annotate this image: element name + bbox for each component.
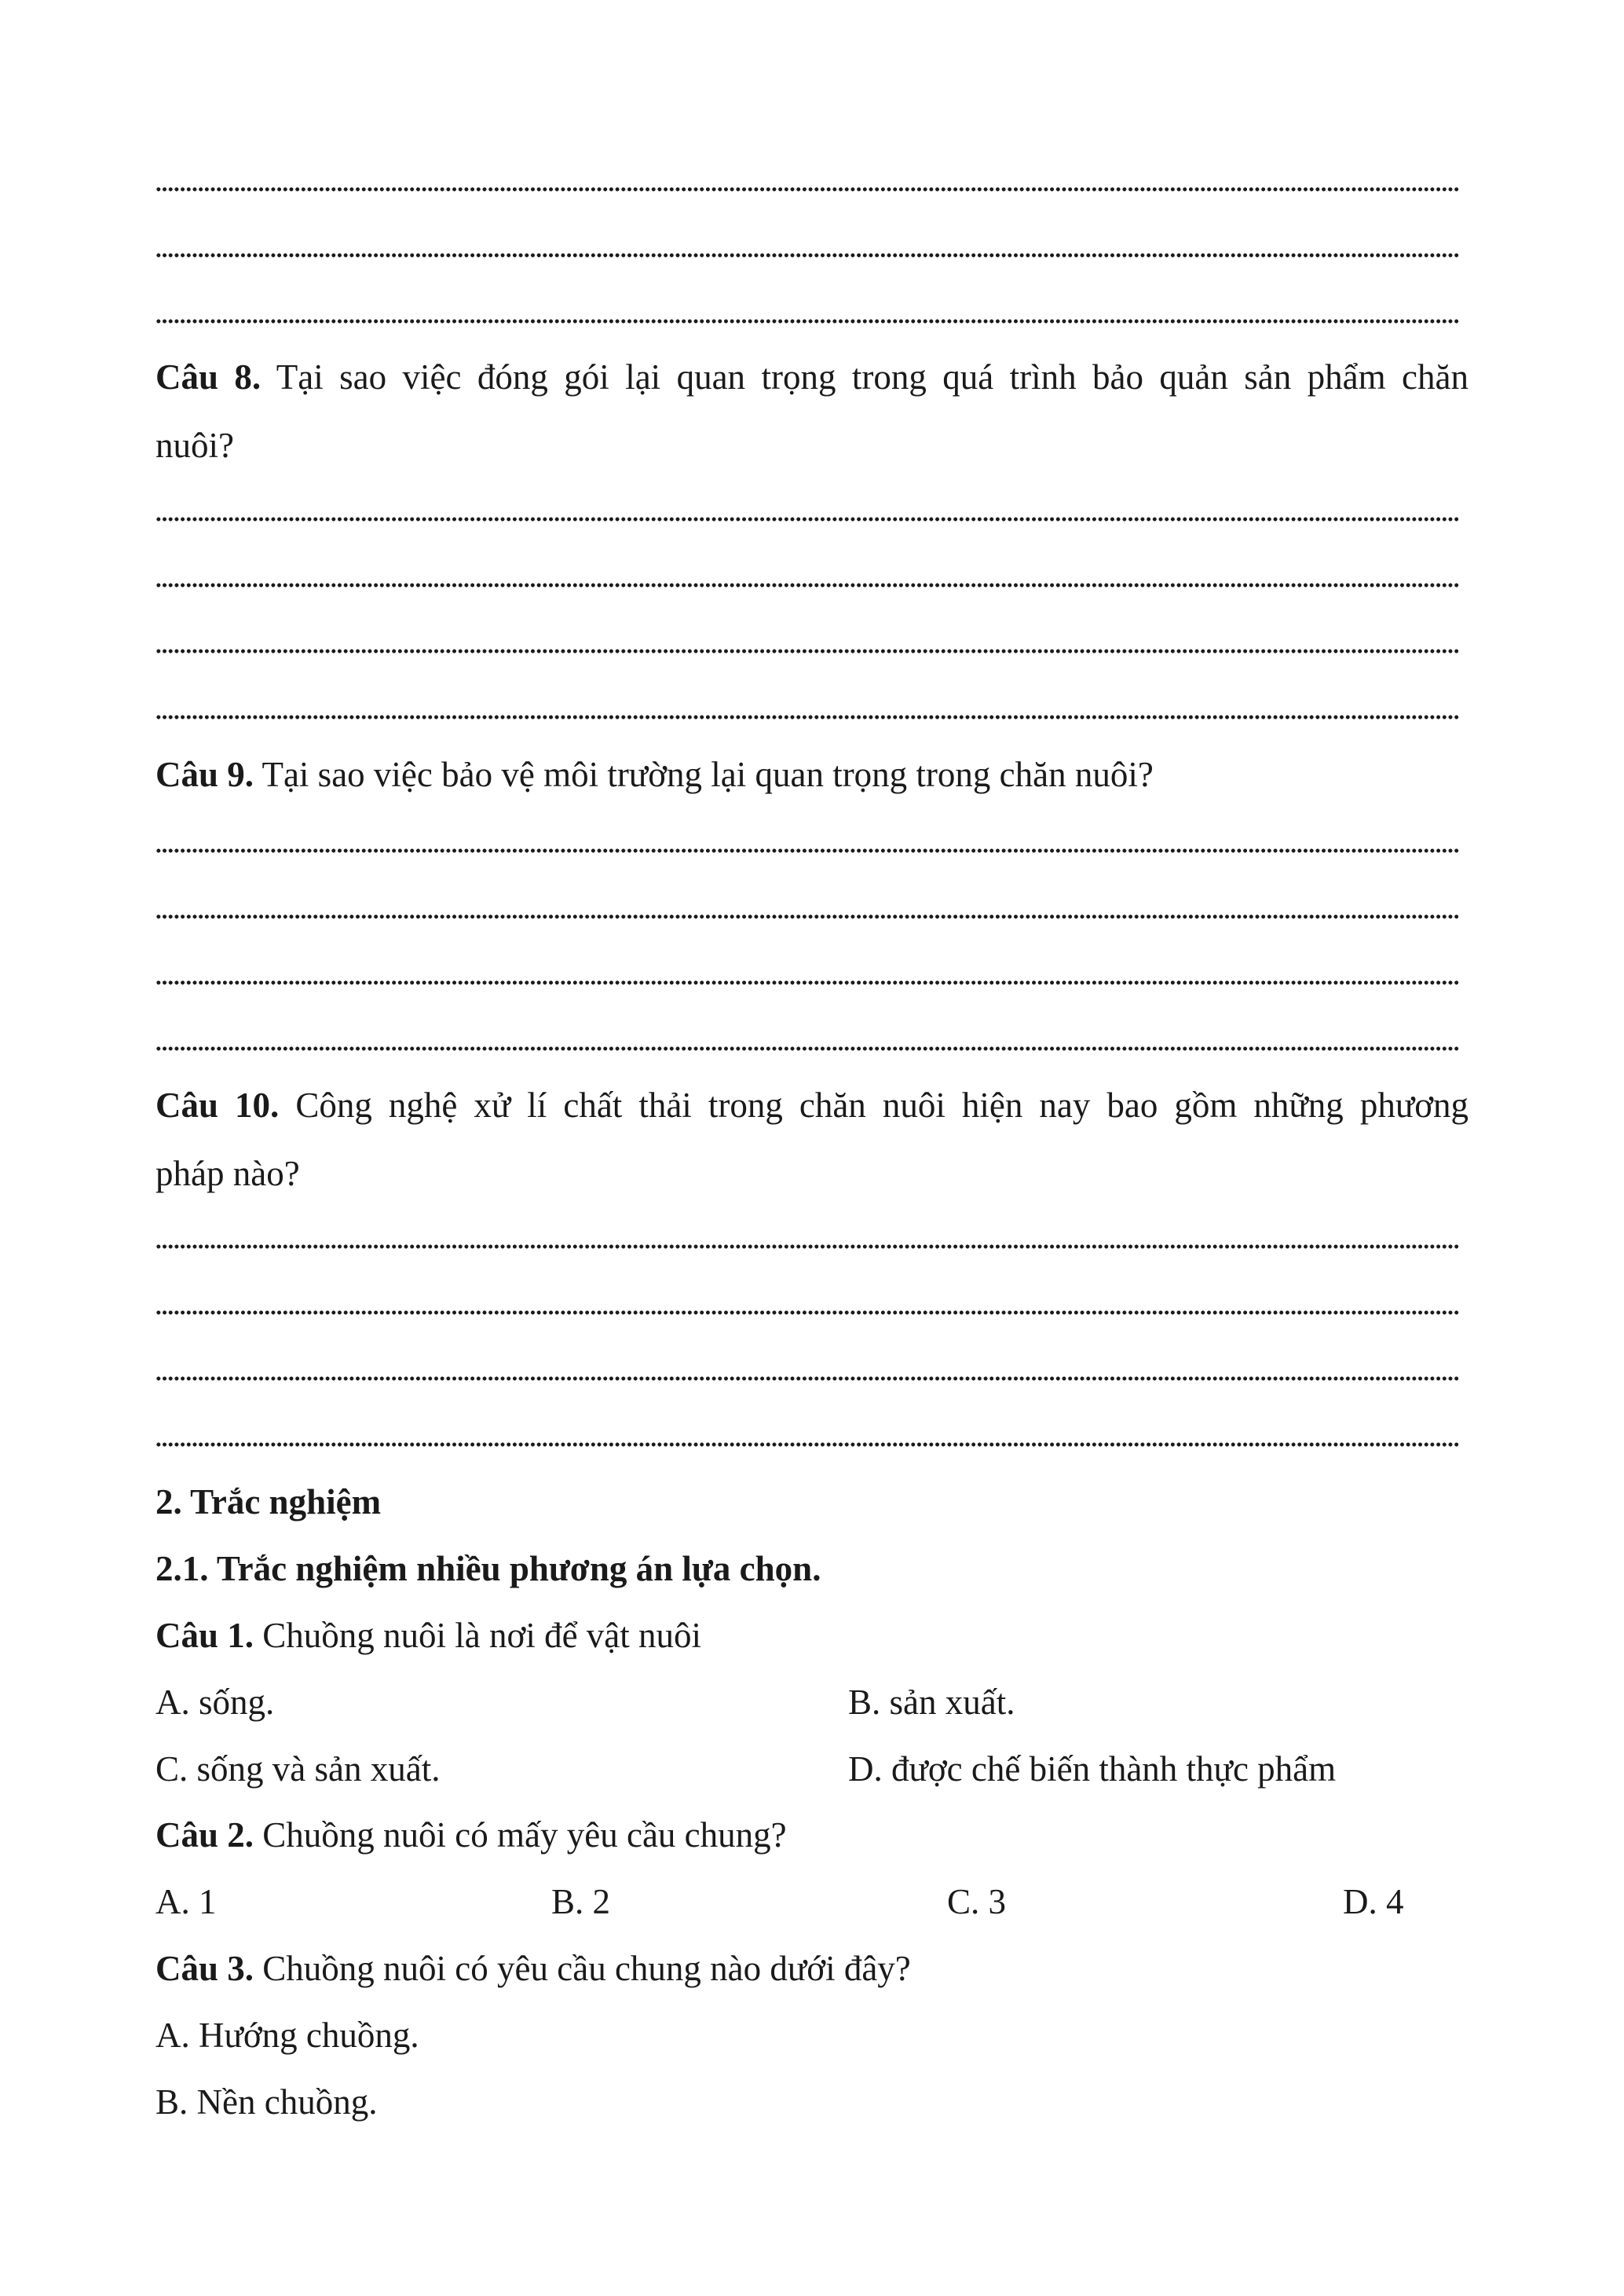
question-label: Câu 10. [155,1086,280,1125]
option-c[interactable]: C. 3 [947,1882,1007,1921]
option-b[interactable]: B. sản xuất. [848,1683,1015,1722]
option-a[interactable]: A. 1 [155,1882,217,1921]
question-10 [155,1088,1469,1123]
mc-question-2 [155,1815,787,1855]
question-text: Tại sao việc bảo vệ môi trường lại quan trọng trong chăn nuôi? [262,755,1154,794]
answer-line[interactable] [155,319,1459,324]
option-b[interactable]: B. Nền chuồng. [155,2082,378,2122]
question-label: Câu 3. [155,1949,254,1988]
question-text: Chuồng nuôi là nơi để vật nuôi [262,1616,702,1655]
question-8-continuation: nuôi? [155,426,234,465]
answer-line[interactable] [155,980,1459,985]
option-c[interactable]: C. sống và sản xuất. [155,1749,441,1789]
question-text: Chuồng nuôi có mấy yêu cầu chung? [262,1815,787,1855]
option-d[interactable]: D. 4 [1343,1882,1404,1921]
question-10-continuation: pháp nào? [155,1154,300,1193]
answer-line[interactable] [155,583,1459,588]
question-label: Câu 8. [155,357,262,397]
answer-line[interactable] [155,1376,1459,1381]
section-title: 2. Trắc nghiệm [155,1482,382,1522]
option-d[interactable]: D. được chế biến thành thực phẩm [848,1749,1337,1789]
question-label: Câu 1. [155,1616,254,1655]
answer-line[interactable] [155,517,1459,522]
answer-line[interactable] [155,1310,1459,1315]
question-text: Chuồng nuôi có yêu cầu chung nào dưới đây? [262,1949,911,1988]
question-9 [155,757,1154,793]
question-label: Câu 2. [155,1815,254,1855]
answer-line[interactable] [155,848,1459,853]
answer-line[interactable] [155,1244,1459,1249]
answer-line[interactable] [155,914,1459,919]
answer-line[interactable] [155,649,1459,654]
answer-line[interactable] [155,1046,1459,1051]
answer-line[interactable] [155,715,1459,720]
section-subtitle: 2.1. Trắc nghiệm nhiều phương án lựa chọn. [155,1549,821,1588]
option-a[interactable]: A. sống. [155,1683,275,1722]
question-text: Tại sao việc đóng gói lại quan trọng trong quá trình bảo quản sản phẩm chăn [276,357,1469,397]
option-a[interactable]: A. Hướng chuồng. [155,2016,419,2055]
answer-line[interactable] [155,187,1459,192]
answer-line[interactable] [155,1442,1459,1447]
question-text: Công nghệ xử lí chất thải trong chăn nuôi hiện nay bao gồm những phương [295,1086,1469,1125]
mc-question-1 [155,1618,701,1653]
question-label: Câu 9. [155,755,254,794]
question-8 [155,357,1469,397]
option-b[interactable]: B. 2 [551,1882,611,1921]
answer-line[interactable] [155,253,1459,258]
mc-question-3 [155,1951,911,1987]
